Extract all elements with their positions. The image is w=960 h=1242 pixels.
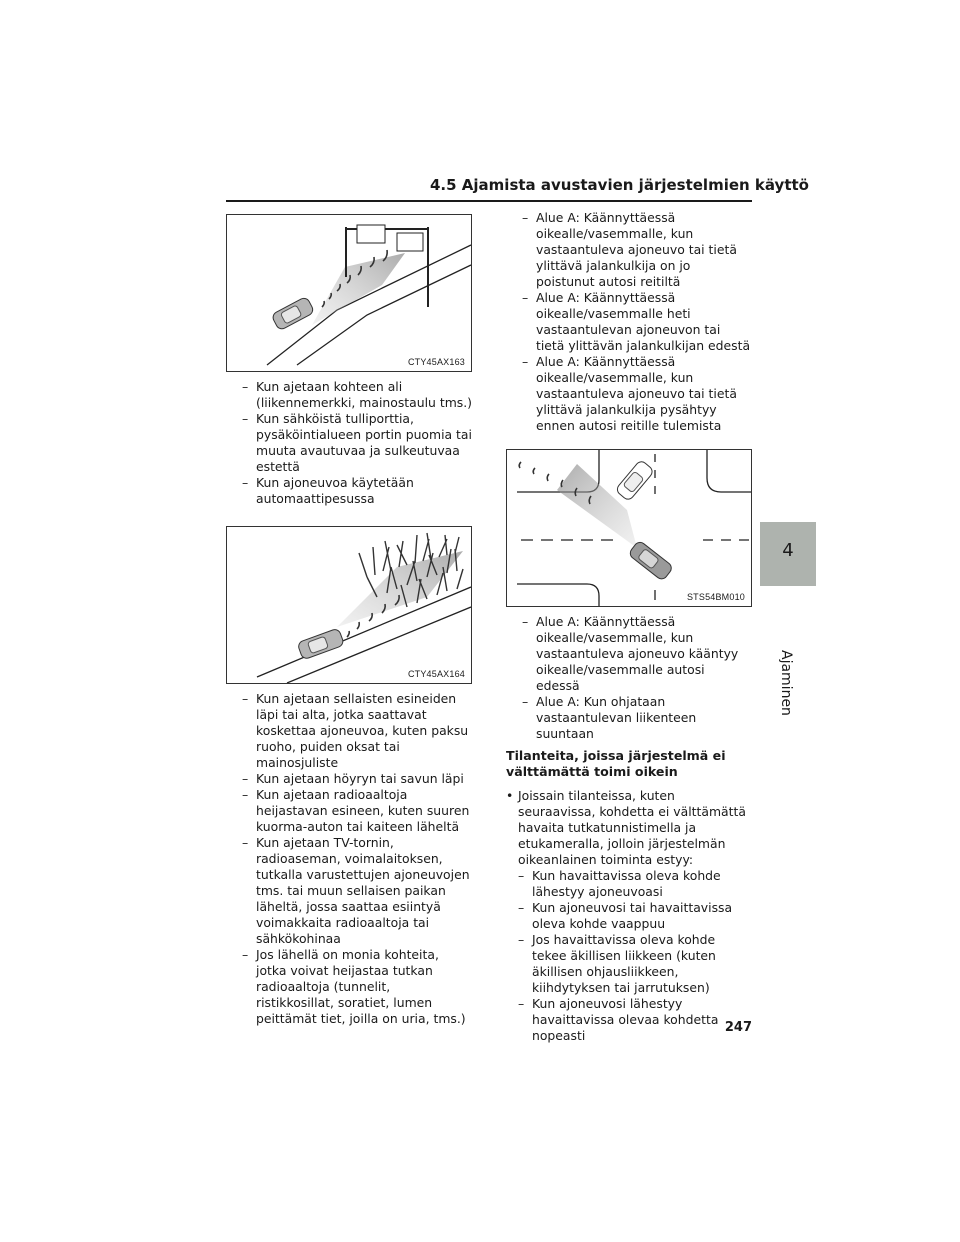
list-item: – Kun ajoneuvoa käytetään automaattipesussa xyxy=(242,475,414,506)
page-number: 247 xyxy=(724,1020,752,1035)
list-item: – Jos lähellä on monia kohteita, jotka voivat heijastaa tutkan radioaaltoja (tunnelit, ristikkosillat, soratiet, lumen peittämät tiet, joilla on uria, tms.) xyxy=(242,947,466,1026)
chapter-label: Ajaminen xyxy=(778,650,794,716)
list-item: – Alue A: Käännyttäessä oikealle/vasemmalle, kun vastaantuleva ajoneuvo tai tietä ylittävä jalankulkija pysähtyy ennen autosi reitille tulemista xyxy=(522,354,737,433)
overhead-sign-illustration xyxy=(227,215,471,371)
list-item: – Kun ajoneuvosi lähestyy havaittavissa olevaa kohdetta nopeasti xyxy=(518,996,719,1043)
list-item: – Kun ajetaan TV-tornin, radioaseman, voimalaitoksen, tutkalla varustettujen ajoneuvojen tms. tai muun sellaisen paikan läheltä, jossa saattaa esiintyä voimakkaita radioaaltoja tai sähkökohinaa xyxy=(242,835,470,946)
figure-tall-grass xyxy=(226,526,472,684)
tall-grass-illustration xyxy=(227,527,471,683)
right-column-lower xyxy=(506,614,752,1044)
chapter-number: 4 xyxy=(782,540,794,561)
section-header: 4.5 Ajamista avustavien järjestelmien käyttö xyxy=(430,176,809,194)
list-item: – Alue A: Käännyttäessä oikealle/vasemmalle, kun vastaantuleva ajoneuvo tai tietä ylittävä jalankulkija on jo poistunut autosi reitiltä xyxy=(522,210,737,289)
figure-code: CTY45AX163 xyxy=(407,357,465,367)
right-list-1 xyxy=(522,210,752,434)
section-heading: Tilanteita, joissa järjestelmä ei välttämättä toimi oikein xyxy=(506,748,726,779)
intersection-illustration xyxy=(507,450,751,606)
header-divider xyxy=(226,200,752,202)
chapter-tab xyxy=(760,522,816,586)
list-item: – Kun ajetaan radioaaltoja heijastavan esineen, kuten suuren kuorma-auton tai kaiteen läheltä xyxy=(242,787,470,834)
list-item: – Alue A: Kun ohjataan vastaantulevan liikenteen suuntaan xyxy=(522,694,697,741)
figure-overhead-sign xyxy=(226,214,472,372)
bullet-sublist xyxy=(506,868,752,1044)
list-item: – Alue A: Käännyttäessä oikealle/vasemmalle, kun vastaantuleva ajoneuvo kääntyy oikealle/vasemmalle autosi edessä xyxy=(522,614,739,693)
left-list-1 xyxy=(242,379,472,507)
list-item: – Alue A: Käännyttäessä oikealle/vasemmalle heti vastaantulevan ajoneuvon tai tietä ylittävän jalankulkijan edestä xyxy=(522,290,751,353)
figure-code: STS54BM010 xyxy=(686,592,745,602)
list-item: – Kun havaittavissa oleva kohde lähestyy ajoneuvoasi xyxy=(518,868,721,899)
list-item: – Kun sähköistä tulliporttia, pysäköintialueen portin puomia tai muuta avautuvaa ja sulkeutuvaa estettä xyxy=(242,411,472,474)
figure-code: CTY45AX164 xyxy=(407,669,465,679)
list-item: – Jos havaittavissa oleva kohde tekee äkillisen liikkeen (kuten äkillisen ohjausliikkeen, kiihdytyksen tai jarrutuksen) xyxy=(518,932,716,995)
list-item: – Kun ajetaan sellaisten esineiden läpi tai alta, jotka saattavat koskettaa ajoneuvoa, kuten paksu ruoho, puiden oksat tai mainosjuliste xyxy=(242,691,469,770)
list-item: – Kun ajoneuvosi tai havaittavissa oleva kohde vaappuu xyxy=(518,900,733,931)
left-list-2 xyxy=(242,691,472,1027)
figure-intersection xyxy=(506,449,752,607)
list-item: – Kun ajetaan höyryn tai savun läpi xyxy=(242,771,464,786)
bullet-item: • Joissain tilanteissa, kuten seuraavissa, kohdetta ei välttämättä havaita tutkatunnistimella ja etukameralla, jolloin järjestelmän oikeanlainen toiminta estyy: xyxy=(506,788,746,867)
list-item: – Kun ajetaan kohteen ali (liikennemerkki, mainostaulu tms.) xyxy=(242,379,472,410)
